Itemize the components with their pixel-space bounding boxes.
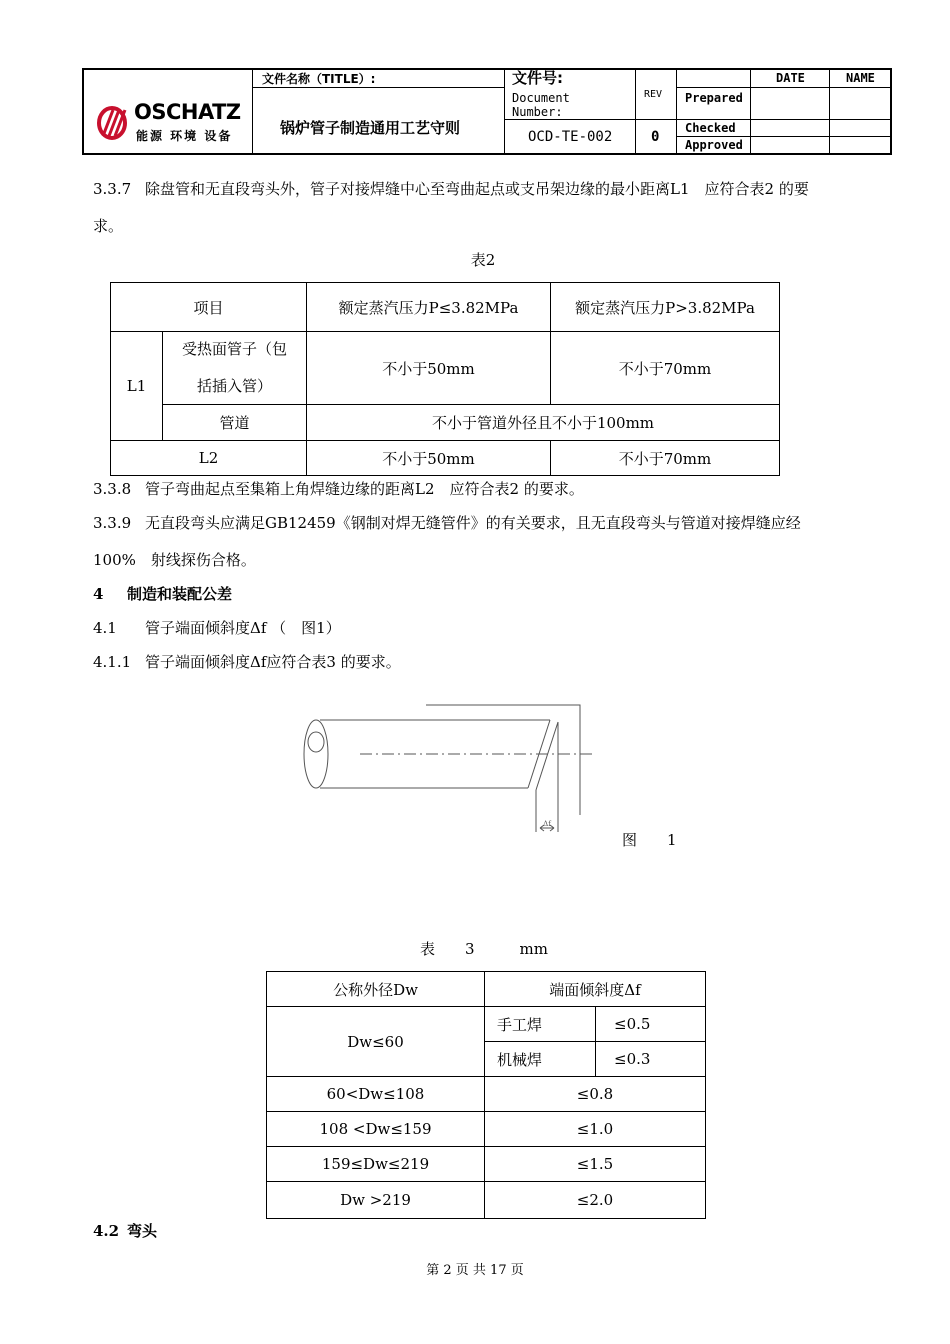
section-4-2-number: 4.2 xyxy=(93,1222,120,1240)
table2-l2-low: 不小于50mm xyxy=(306,440,551,476)
table2-l1-label: L1 xyxy=(110,331,163,441)
clause-4-1-1-text: 管子端面倾斜度Δf应符合表3 的要求。 xyxy=(145,653,401,671)
table3-row2-diameter: 60<Dw≤108 xyxy=(266,1076,485,1112)
table3-row3-diameter: 108 <Dw≤159 xyxy=(266,1111,485,1147)
table3-row4-value: ≤1.5 xyxy=(484,1146,706,1182)
header-divider xyxy=(676,87,892,88)
table3-row1-machine-value: ≤0.3 xyxy=(595,1041,706,1077)
title-label: 文件名称（TITLE）: xyxy=(262,72,376,86)
table3-row5-value: ≤2.0 xyxy=(484,1181,706,1219)
table2-l2-high: 不小于70mm xyxy=(550,440,780,476)
doc-number-label: 文件号: xyxy=(512,69,563,87)
header-divider xyxy=(676,70,677,153)
table3-header-outer-diameter: 公称外径Dw xyxy=(266,971,485,1007)
approved-label: Approved xyxy=(685,138,743,152)
doc-number: OCD-TE-002 xyxy=(528,129,613,145)
document-title: 锅炉管子制造通用工艺守则 xyxy=(280,119,461,137)
table3-row1-machine-weld: 机械焊 xyxy=(484,1041,596,1077)
table2-l2-label: L2 xyxy=(110,440,307,476)
date-column-label: DATE xyxy=(776,71,805,85)
figure-1-caption: 图 1 xyxy=(622,831,677,849)
table2-heated-tube-label-line1: 受热面管子（包 xyxy=(181,340,287,358)
clause-4-1-text: 管子端面倾斜度Δf （ 图1） xyxy=(145,619,341,637)
table3-row5-diameter: Dw >219 xyxy=(266,1181,485,1219)
clause-3-3-7-text-cont: 求。 xyxy=(93,217,124,235)
logo-text: OSCHATZ xyxy=(134,100,241,124)
header-divider xyxy=(676,136,892,137)
name-column-label: NAME xyxy=(846,71,875,85)
table2-header-item: 项目 xyxy=(110,282,307,332)
table3-row4-diameter: 159≤Dw≤219 xyxy=(266,1146,485,1182)
clause-4-1-1-number: 4.1.1 xyxy=(93,653,132,671)
figure-1-dimension-label: Δf xyxy=(543,820,551,828)
header-divider xyxy=(676,119,892,120)
clause-3-3-8-number: 3.3.8 xyxy=(93,480,132,498)
logo-subtext: 能源 环境 设备 xyxy=(136,129,233,143)
header-divider xyxy=(829,70,830,153)
table2-header-low-pressure: 额定蒸汽压力P≤3.82MPa xyxy=(306,282,551,332)
table3-row2-value: ≤0.8 xyxy=(484,1076,706,1112)
table2-caption: 表2 xyxy=(470,251,496,269)
header-divider xyxy=(504,119,676,120)
header-divider xyxy=(635,70,636,153)
header-divider xyxy=(252,70,253,153)
oschatz-logo xyxy=(94,100,244,145)
header-divider xyxy=(750,70,751,153)
clause-3-3-9-text: 无直段弯头应满足GB12459《钢制对焊无缝管件》的有关要求，且无直段弯头与管道对接焊缝应经 xyxy=(145,514,801,532)
page-footer: 第 2 页 共 17 页 xyxy=(426,1263,524,1278)
table2-heated-tube-label xyxy=(162,331,307,405)
table3-header-inclination: 端面倾斜度Δf xyxy=(484,971,706,1007)
clause-3-3-7-number: 3.3.7 xyxy=(93,180,132,198)
table3-row1-manual-weld: 手工焊 xyxy=(484,1006,596,1042)
clause-4-1-number: 4.1 xyxy=(93,619,117,637)
table3-row3-value: ≤1.0 xyxy=(484,1111,706,1147)
table2-heated-tube-high: 不小于70mm xyxy=(550,331,780,405)
doc-number-label-en: Document Number: xyxy=(512,91,570,119)
table3-row1-diameter: Dw≤60 xyxy=(266,1006,485,1077)
clause-3-3-7-text: 除盘管和无直段弯头外，管子对接焊缝中心至弯曲起点或支吊架边缘的最小距离L1 应符合表2 的要 xyxy=(145,180,809,198)
clause-3-3-9-text-cont: 100% 射线探伤合格。 xyxy=(93,551,256,569)
table3-caption: 表 3 mm xyxy=(420,940,548,958)
table2-heated-tube-label-line2: 括插入管） xyxy=(196,377,272,395)
table2-header-high-pressure: 额定蒸汽压力P>3.82MPa xyxy=(550,282,780,332)
header-divider xyxy=(252,87,504,88)
clause-3-3-9-number: 3.3.9 xyxy=(93,514,132,532)
oschatz-logo-mark-icon xyxy=(96,102,132,142)
rev-label: REV xyxy=(644,89,663,100)
clause-3-3-8-text: 管子弯曲起点至集箱上角焊缝边缘的距离L2 应符合表2 的要求。 xyxy=(145,480,584,498)
table2-pipe-label: 管道 xyxy=(162,404,307,441)
section-4-title: 制造和装配公差 xyxy=(127,585,233,603)
rev-value: 0 xyxy=(651,129,660,145)
section-4-2-title: 弯头 xyxy=(127,1222,158,1240)
table2-heated-tube-low: 不小于50mm xyxy=(306,331,551,405)
checked-label: Checked xyxy=(685,121,736,135)
table3-row1-manual-value: ≤0.5 xyxy=(595,1006,706,1042)
section-4-number: 4 xyxy=(93,585,104,603)
table2-pipe-value: 不小于管道外径且不小于100mm xyxy=(306,404,780,441)
header-divider xyxy=(504,70,505,153)
prepared-label: Prepared xyxy=(685,91,743,105)
document-header xyxy=(82,68,892,155)
figure-1-tube-end-inclination xyxy=(300,700,610,840)
